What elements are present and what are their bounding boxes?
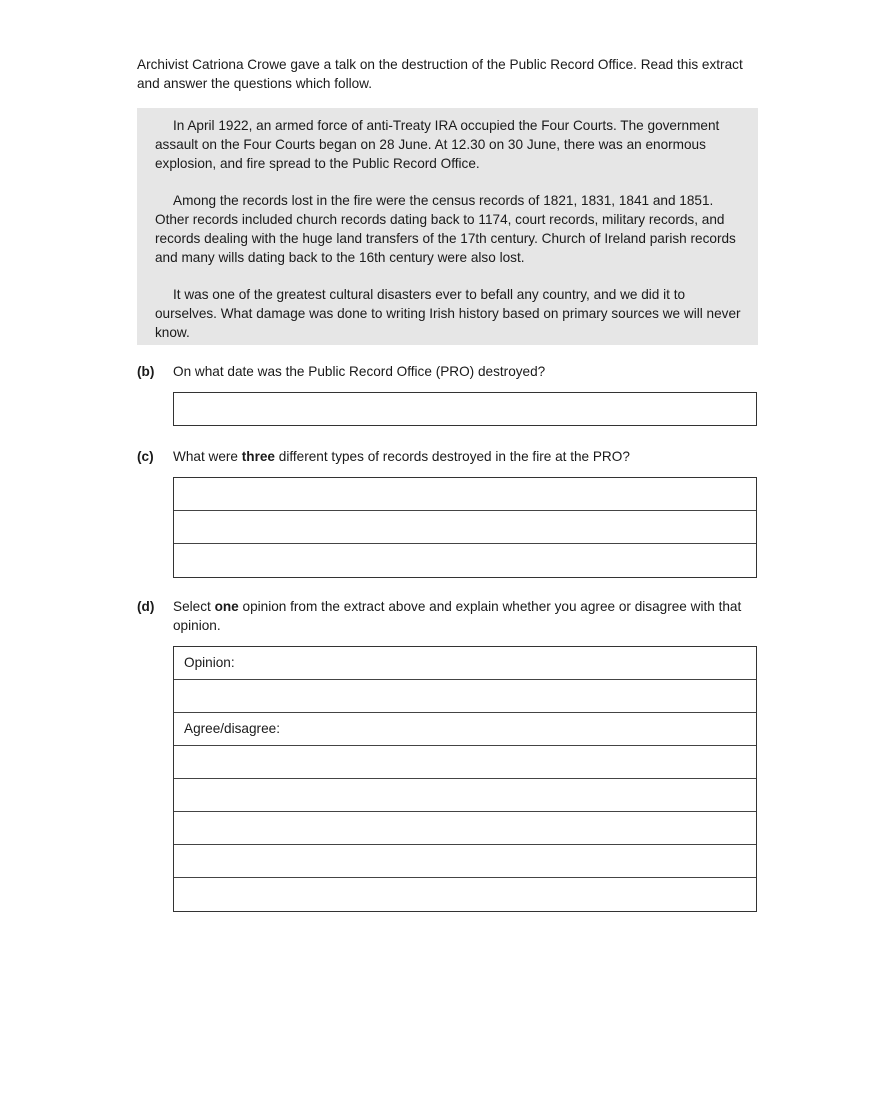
answer-c-box (173, 477, 757, 578)
answer-d-line-5[interactable] (174, 779, 756, 812)
question-c-text-start: What were (173, 449, 242, 464)
answer-c-line-2[interactable] (174, 511, 756, 544)
extract-paragraph-1: In April 1922, an armed force of anti-Treaty IRA occupied the Four Courts. The government assault on the Four Courts began on 28 June. At 12.30 on 30 June, there was an enormous explosion, and fire spread to the Public Record Office. (155, 118, 720, 171)
answer-d-line-2[interactable] (174, 680, 756, 713)
answer-d-line-4[interactable] (174, 746, 756, 779)
answer-d-line-8[interactable] (174, 878, 756, 911)
question-c-emphasis: three (241, 449, 275, 464)
question-b-label: (b) (137, 364, 155, 379)
intro-text: Archivist Catriona Crowe gave a talk on the destruction of the Public Record Office. Read this extract and answer the questions which follow. (137, 57, 743, 91)
opinion-label-row[interactable]: Opinion: (174, 647, 756, 680)
question-c-text (173, 447, 757, 466)
extract-paragraph-3: It was one of the greatest cultural disasters ever to befall any country, and we did it to ourselves. What damage was done to writing Irish history based on primary sources we will never know. (155, 287, 741, 340)
question-d (137, 597, 757, 635)
answer-d-line-6[interactable] (174, 812, 756, 845)
answer-d-line-7[interactable] (174, 845, 756, 878)
agree-disagree-label-row[interactable]: Agree/disagree: (174, 713, 756, 746)
question-d-label: (d) (137, 599, 155, 614)
question-b-text: On what date was the Public Record Office (PRO) destroyed? (173, 364, 546, 379)
question-d-text-start: Select (173, 599, 215, 614)
answer-c-line-3[interactable] (174, 544, 756, 577)
extract-paragraph-2: Among the records lost in the fire were the census records of 1821, 1831, 1841 and 1851. Other records included church records dating back to 1174, court records, military records, and records dealing with the huge land transfers of the 17th century. Church of Ireland parish records and many wills dating back to the 16th century were also lost. (155, 193, 736, 265)
extract-box (137, 108, 758, 345)
answer-d-box (173, 646, 757, 912)
question-d-text (173, 597, 757, 635)
answer-b-field[interactable] (173, 392, 757, 426)
question-c-text-end: different types of records destroyed in the fire at the PRO? (275, 449, 630, 464)
question-d-text-end: opinion from the extract above and explain whether you agree or disagree with that opinion. (173, 599, 742, 633)
answer-c-line-1[interactable] (174, 478, 756, 511)
question-c (137, 447, 757, 466)
question-c-label: (c) (137, 449, 154, 464)
question-d-emphasis: one (214, 599, 239, 614)
question-b (137, 362, 757, 381)
